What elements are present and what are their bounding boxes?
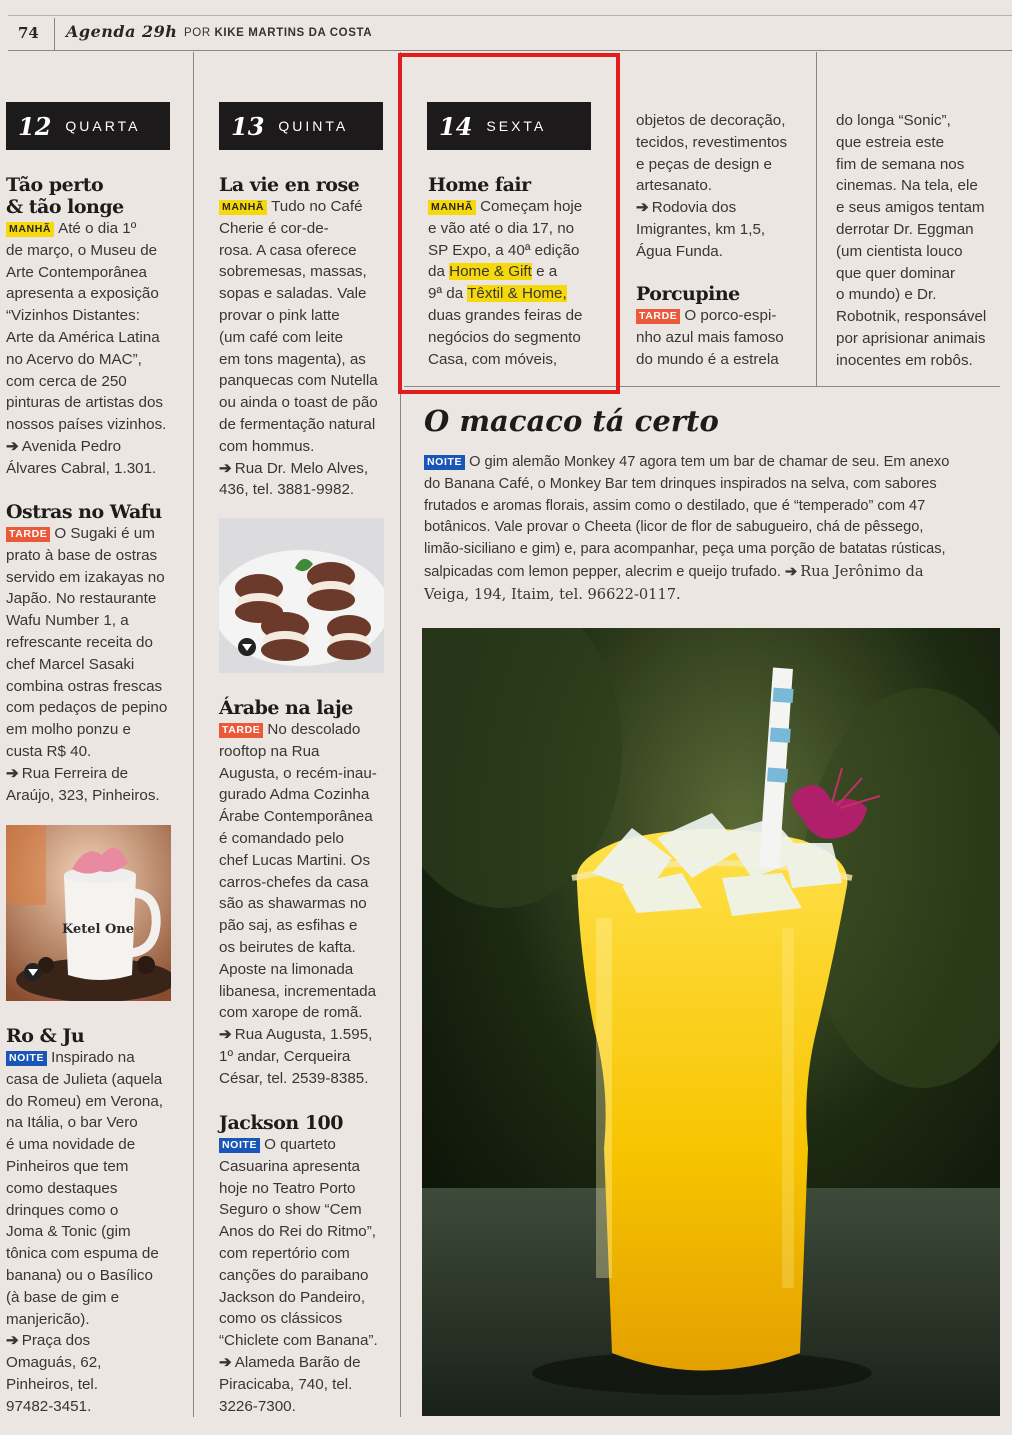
header-rule <box>8 50 1012 51</box>
feature-body: NOITE O gim alemão Monkey 47 agora tem um bar de chamar de seu. Em anexo do Banana Café, o Monkey Bar tem drinques inspirados na selva, com sabores frutados e aromas florais, assim como o destilado, que é “temperado” com 47 botânicos. Vale provar o Cheeta (licor de flor de sabugueiro, chá de pêssego, limão-siciliano e gim) e, para acompanhar, peça uma porção de batatas rústicas, salpicadas com lemon pepper, alecrim e queijo trufado. ➔ Rua Jerônimo da Veiga, 194, Itaim, tel. 96622-0117. <box>424 454 950 603</box>
arrow-icon: ➔ <box>785 563 795 580</box>
time-tag-noite: NOITE <box>424 455 465 470</box>
byline-author: KIKE MARTINS DA COSTA <box>214 27 373 39</box>
section-title: Agenda 29h <box>66 22 178 41</box>
byline-prefix: POR <box>184 27 211 39</box>
time-tag-manha: MANHÃ <box>219 200 267 215</box>
column-rule <box>816 52 817 386</box>
column-2-article-a: La vie en rose MANHÃ Tudo no Café Cherie é cor-de- rosa. A casa oferece sobremesas, massas, sopas e saladas. Vale provar o pink latte (um café com leite em tons magenta), as panquecas com Nutella ou ainda o toast de pão de fermentação natural com hommus. ➔ Rua Dr. Melo Alves, 436, tel. 3881-9982. <box>219 174 397 501</box>
column-3-article-a: Home fair MANHÃ Começam hoje e vão até o dia 17, no SP Expo, a 40ª edição da Home & Gift e a 9ª da Têxtil & Home, duas grandes feiras de negócios do segmento Casa, com móveis, <box>428 174 608 370</box>
article-title: La vie en rose <box>219 174 360 196</box>
time-tag-noite: NOITE <box>219 1138 260 1153</box>
day-box-12 <box>6 102 170 150</box>
article-title: Ro & Ju <box>6 1025 85 1047</box>
article-title: Porcupine <box>636 283 740 305</box>
article-title: Tão perto & tão longe <box>6 174 124 218</box>
article-title: Ostras no Wafu <box>6 501 162 523</box>
arrow-icon: ➔ <box>6 764 16 782</box>
dessert-photo <box>219 518 384 673</box>
day-name: QUARTA <box>65 118 141 134</box>
column-rule <box>193 52 194 1417</box>
time-tag-noite: NOITE <box>6 1051 47 1066</box>
day-name: QUINTA <box>278 118 349 134</box>
mug-photo <box>6 825 171 1001</box>
header-divider <box>54 18 55 50</box>
highlighted-text: Home & Gift <box>449 263 532 281</box>
day-number: 12 <box>18 111 52 141</box>
arrow-icon: ➔ <box>636 199 646 217</box>
day-name: SEXTA <box>486 118 547 134</box>
column-1-article-a: Tão perto & tão longe MANHÃ Até o dia 1º de março, o Museu de Arte Contemporânea apresenta a exposição “Vizinhos Distantes: Arte da América Latina no Acervo do MAC”, com cerca de 250 pinturas de artistas dos nossos países vizinhos. ➔ Avenida Pedro Álvares Cabral, 1.301. <box>6 174 186 480</box>
column-4-article-b: Porcupine TARDE O porco-espi- nho azul mais famoso do mundo é a estrela <box>636 283 814 370</box>
time-tag-manha: MANHÃ <box>428 200 476 215</box>
arrow-icon: ➔ <box>6 437 16 455</box>
cocktail-photo <box>422 628 1000 1416</box>
byline <box>184 27 372 39</box>
column-1-article-b: Ostras no Wafu TARDE O Sugaki é um prato à base de ostras servido em izakayas no Japão. No restaurante Wafu Number 1, a refrescante receita do chef Marcel Sasaki combina ostras frescas com pedaços de pepino em molho ponzu e custa R$ 40. ➔ Rua Ferreira de Araújo, 323, Pinheiros. <box>6 501 186 806</box>
time-tag-manha: MANHÃ <box>6 222 54 237</box>
highlighted-text: Têxtil & Home, <box>467 285 567 303</box>
day-box-13 <box>219 102 383 150</box>
arrow-icon: ➔ <box>219 459 229 477</box>
play-icon[interactable] <box>238 638 256 656</box>
mug-logo: Ketel One <box>61 922 135 937</box>
time-tag-tarde: TARDE <box>6 527 50 542</box>
column-4-article-a: objetos de decoração, tecidos, revestimentos e peças de design e artesanato. ➔ Rodovia dos Imigrantes, km 1,5, Água Funda. <box>636 112 788 260</box>
column-1-article-c: Ro & Ju NOITE Inspirado na casa de Julieta (aquela do Romeu) em Verona, na Itália, o bar Vero é uma novidade de Pinheiros que tem como destaques drinques como o Joma & Tonic (gim tônica com espuma de banana) ou o Basílico (à base de gim e manjericão). ➔ Praça dos Omaguás, 62, Pinheiros, tel. 97482-3451. <box>6 1025 186 1418</box>
arrow-icon: ➔ <box>219 1353 229 1371</box>
article-title: Home fair <box>428 174 531 196</box>
column-2-article-b: Árabe na laje TARDE No descolado rooftop na Rua Augusta, o recém-inau- gurado Adma Cozinha Árabe Contemporânea é comandado pelo chef Lucas Martini. Os carros-chefes da casa são as shawarmas no pão saj, as esfihas e os beirutes de kafta. Aposte na limonada libanesa, incrementada com xarope de romã. ➔ Rua Augusta, 1.595, 1º andar, Cerqueira César, tel. 2539-8385. <box>219 697 397 1090</box>
time-tag-tarde: TARDE <box>219 723 263 738</box>
day-number: 13 <box>231 111 265 141</box>
arrow-icon: ➔ <box>6 1332 16 1350</box>
article-title: Árabe na laje <box>219 697 353 719</box>
play-icon[interactable] <box>24 963 42 981</box>
feature-title: O macaco tá certo <box>424 404 719 438</box>
article-title: Jackson 100 <box>219 1112 343 1134</box>
column-5-continuation: do longa “Sonic”, que estreia este fim de semana nos cinemas. Na tela, ele e seus amigos tentam derrotar Dr. Eggman (um cientista louco que quer dominar o mundo) e Dr. Robotnik, responsável por aprisionar animais inocentes em robôs. <box>836 112 987 369</box>
page-number: 74 <box>18 24 39 42</box>
selection-highlight-box <box>398 53 620 394</box>
day-number: 14 <box>439 111 473 141</box>
time-tag-tarde: TARDE <box>636 309 680 324</box>
arrow-icon: ➔ <box>219 1026 229 1044</box>
column-2-article-c: Jackson 100 NOITE O quarteto Casuarina apresenta hoje no Teatro Porto Seguro o show “Cem Anos do Rei do Ritmo”, com repertório com canções do paraibano Jackson do Pandeiro, como os clássicos “Chiclete com Banana”. ➔ Alameda Barão de Piracicaba, 740, tel. 3226-7300. <box>219 1112 397 1417</box>
